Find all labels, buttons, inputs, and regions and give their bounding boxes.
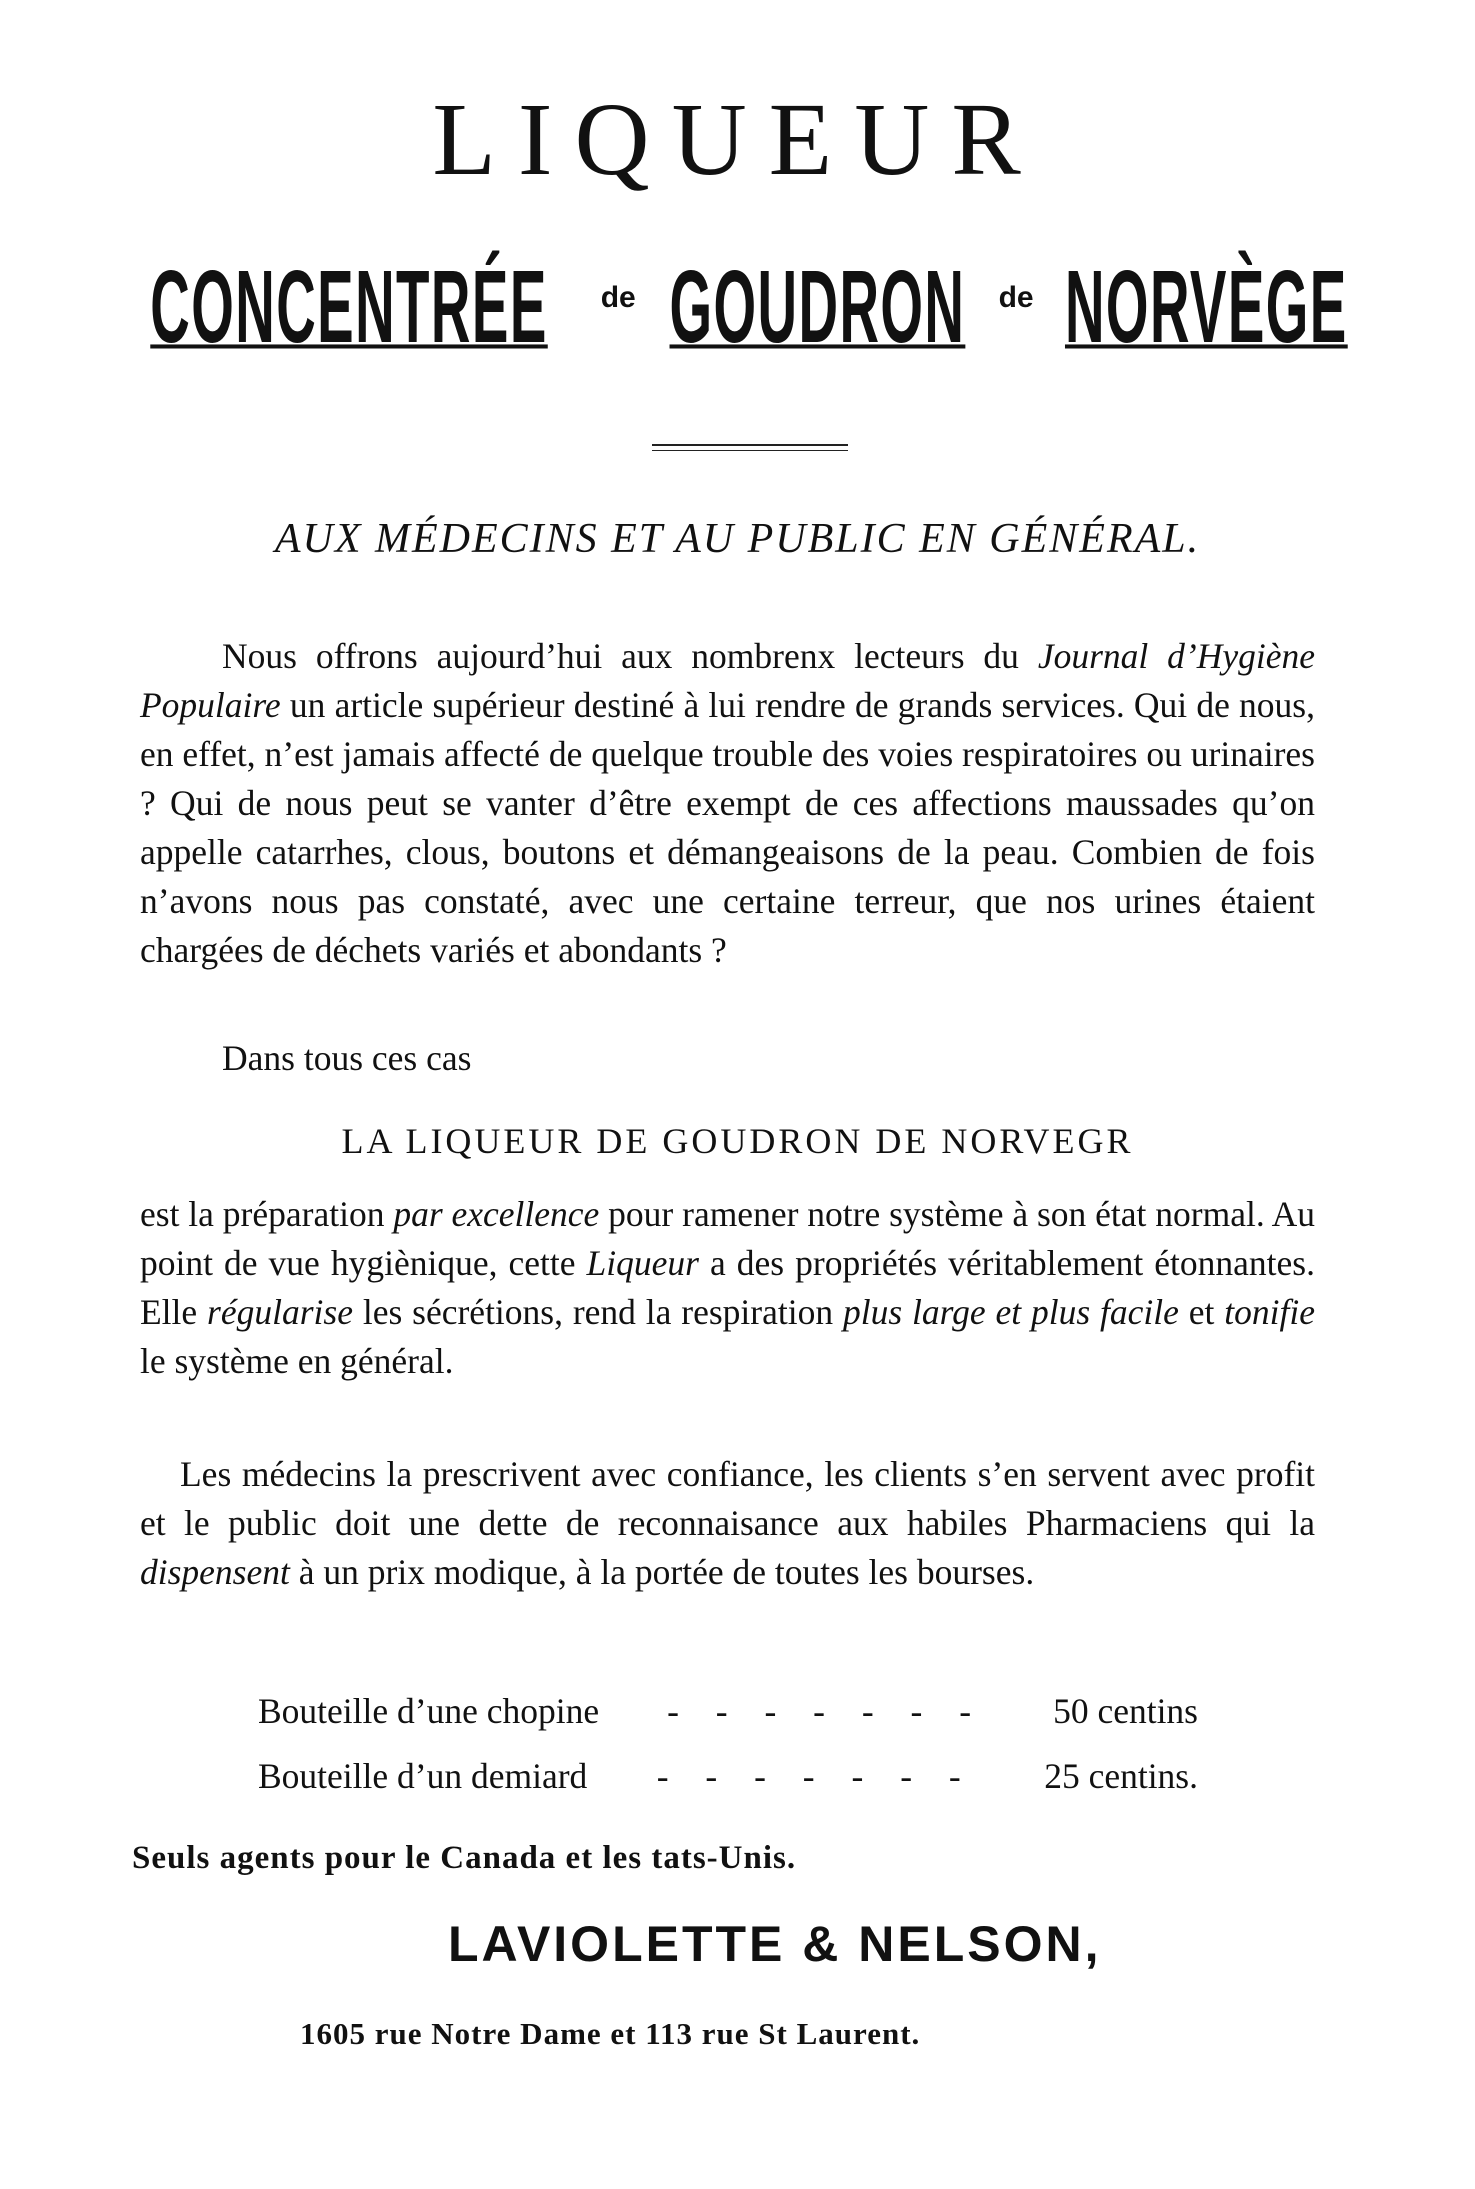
product-name-line: LA LIQUEUR DE GOUDRON DE NORVEGR [341,1121,1134,1161]
agents-line: Seuls agents pour le Canada et les tats-Unis. [132,1840,797,1876]
paragraph-3-text-b: pour ramener notre système à son état normal. Au point de vue hygiènique, cette [140,1194,1315,1283]
paragraph-3-text-e: et [1178,1292,1225,1332]
paragraph-1-text-b: un article supérieur destiné à lui rendre de grands services. Qui de nous, en effet, n’est jamais affecté de quelque trouble des voies respiratoires ou urinaires ? Qui de nous peut se vanter d’être exempt de ces affections maussades qu’on appelle catarrhes, clous, boutons et démangeaisons de la peau. Combien de fois n’avons nous pas constaté, avec une certaine terreur, que nos urines étaient chargées de déchets variés et abondants ? [140,685,1315,970]
subtitle-connector-2: de [998,281,1034,314]
price-amount: 50 centins [1053,1691,1198,1731]
price-label: Bouteille d’une chopine [258,1691,600,1731]
price-amount: 25 centins. [1044,1756,1198,1796]
price-row-chopine [258,1690,1198,1732]
company-address: 1605 rue Notre Dame et 113 rue St Laurent. [300,2016,921,2051]
paragraph-3-text-c: a des propriétés véritablement étonnantes. Elle [140,1243,1315,1332]
heading: AUX MÉDECINS ET AU PUBLIC EN GÉNÉRAL. [274,516,1201,562]
subtitle-connector-1: de [600,281,636,314]
subtitle-word-goudron: GOUDRON [669,249,966,365]
paragraph-3-italic-2: Liqueur [586,1243,699,1283]
paragraph-4-text-b: à un prix modique, à la portée de toutes les bourses. [289,1552,1035,1592]
paragraph-2: Dans tous ces cas [222,1038,472,1078]
paragraph-3-italic-5: tonifie [1224,1292,1316,1332]
title: LIQUEUR [432,82,1043,197]
paragraph-3-italic-3: régularise [207,1292,353,1332]
price-label: Bouteille d’un demiard [258,1756,588,1796]
paragraph-4 [140,1450,1315,1597]
paragraph-3-text-d: les sécrétions, rend la respiration [352,1292,843,1332]
price-leader: - - - - - - - [667,1691,986,1731]
paragraph-3-italic-1: par excellence [393,1194,600,1234]
subtitle-word-norvege: NORVÈGE [1064,249,1348,365]
divider-rule-top [652,444,848,446]
subtitle-word-concentree: CONCENTRÉE [149,249,548,365]
paragraph-1-text-a: Nous offrons aujourd’hui aux nombrenx lecteurs du [222,636,1038,676]
company-name: LAVIOLETTE & NELSON, [448,1916,1102,1972]
paragraph-1-journal-title: Journal d’Hygiène Populaire [140,636,1315,725]
paragraph-3-text-a: est la préparation [140,1194,394,1234]
subtitle [0,249,1475,365]
paragraph-3-text-f: le système en général. [140,1341,454,1381]
price-row-demiard [258,1755,1198,1797]
paragraph-4-text-a: Les médecins la prescrivent avec confiance, les clients s’en servent avec profit et le public doit une dette de reconnaisance aux habiles Pharmaciens qui la [140,1454,1315,1543]
divider-rule-bottom [652,450,848,451]
paragraph-1 [140,632,1315,975]
paragraph-4-italic-1: dispensent [140,1552,290,1592]
paragraph-3-italic-4: plus large et plus facile [842,1292,1179,1332]
paragraph-3 [140,1190,1315,1386]
price-leader: - - - - - - - [656,1756,975,1796]
